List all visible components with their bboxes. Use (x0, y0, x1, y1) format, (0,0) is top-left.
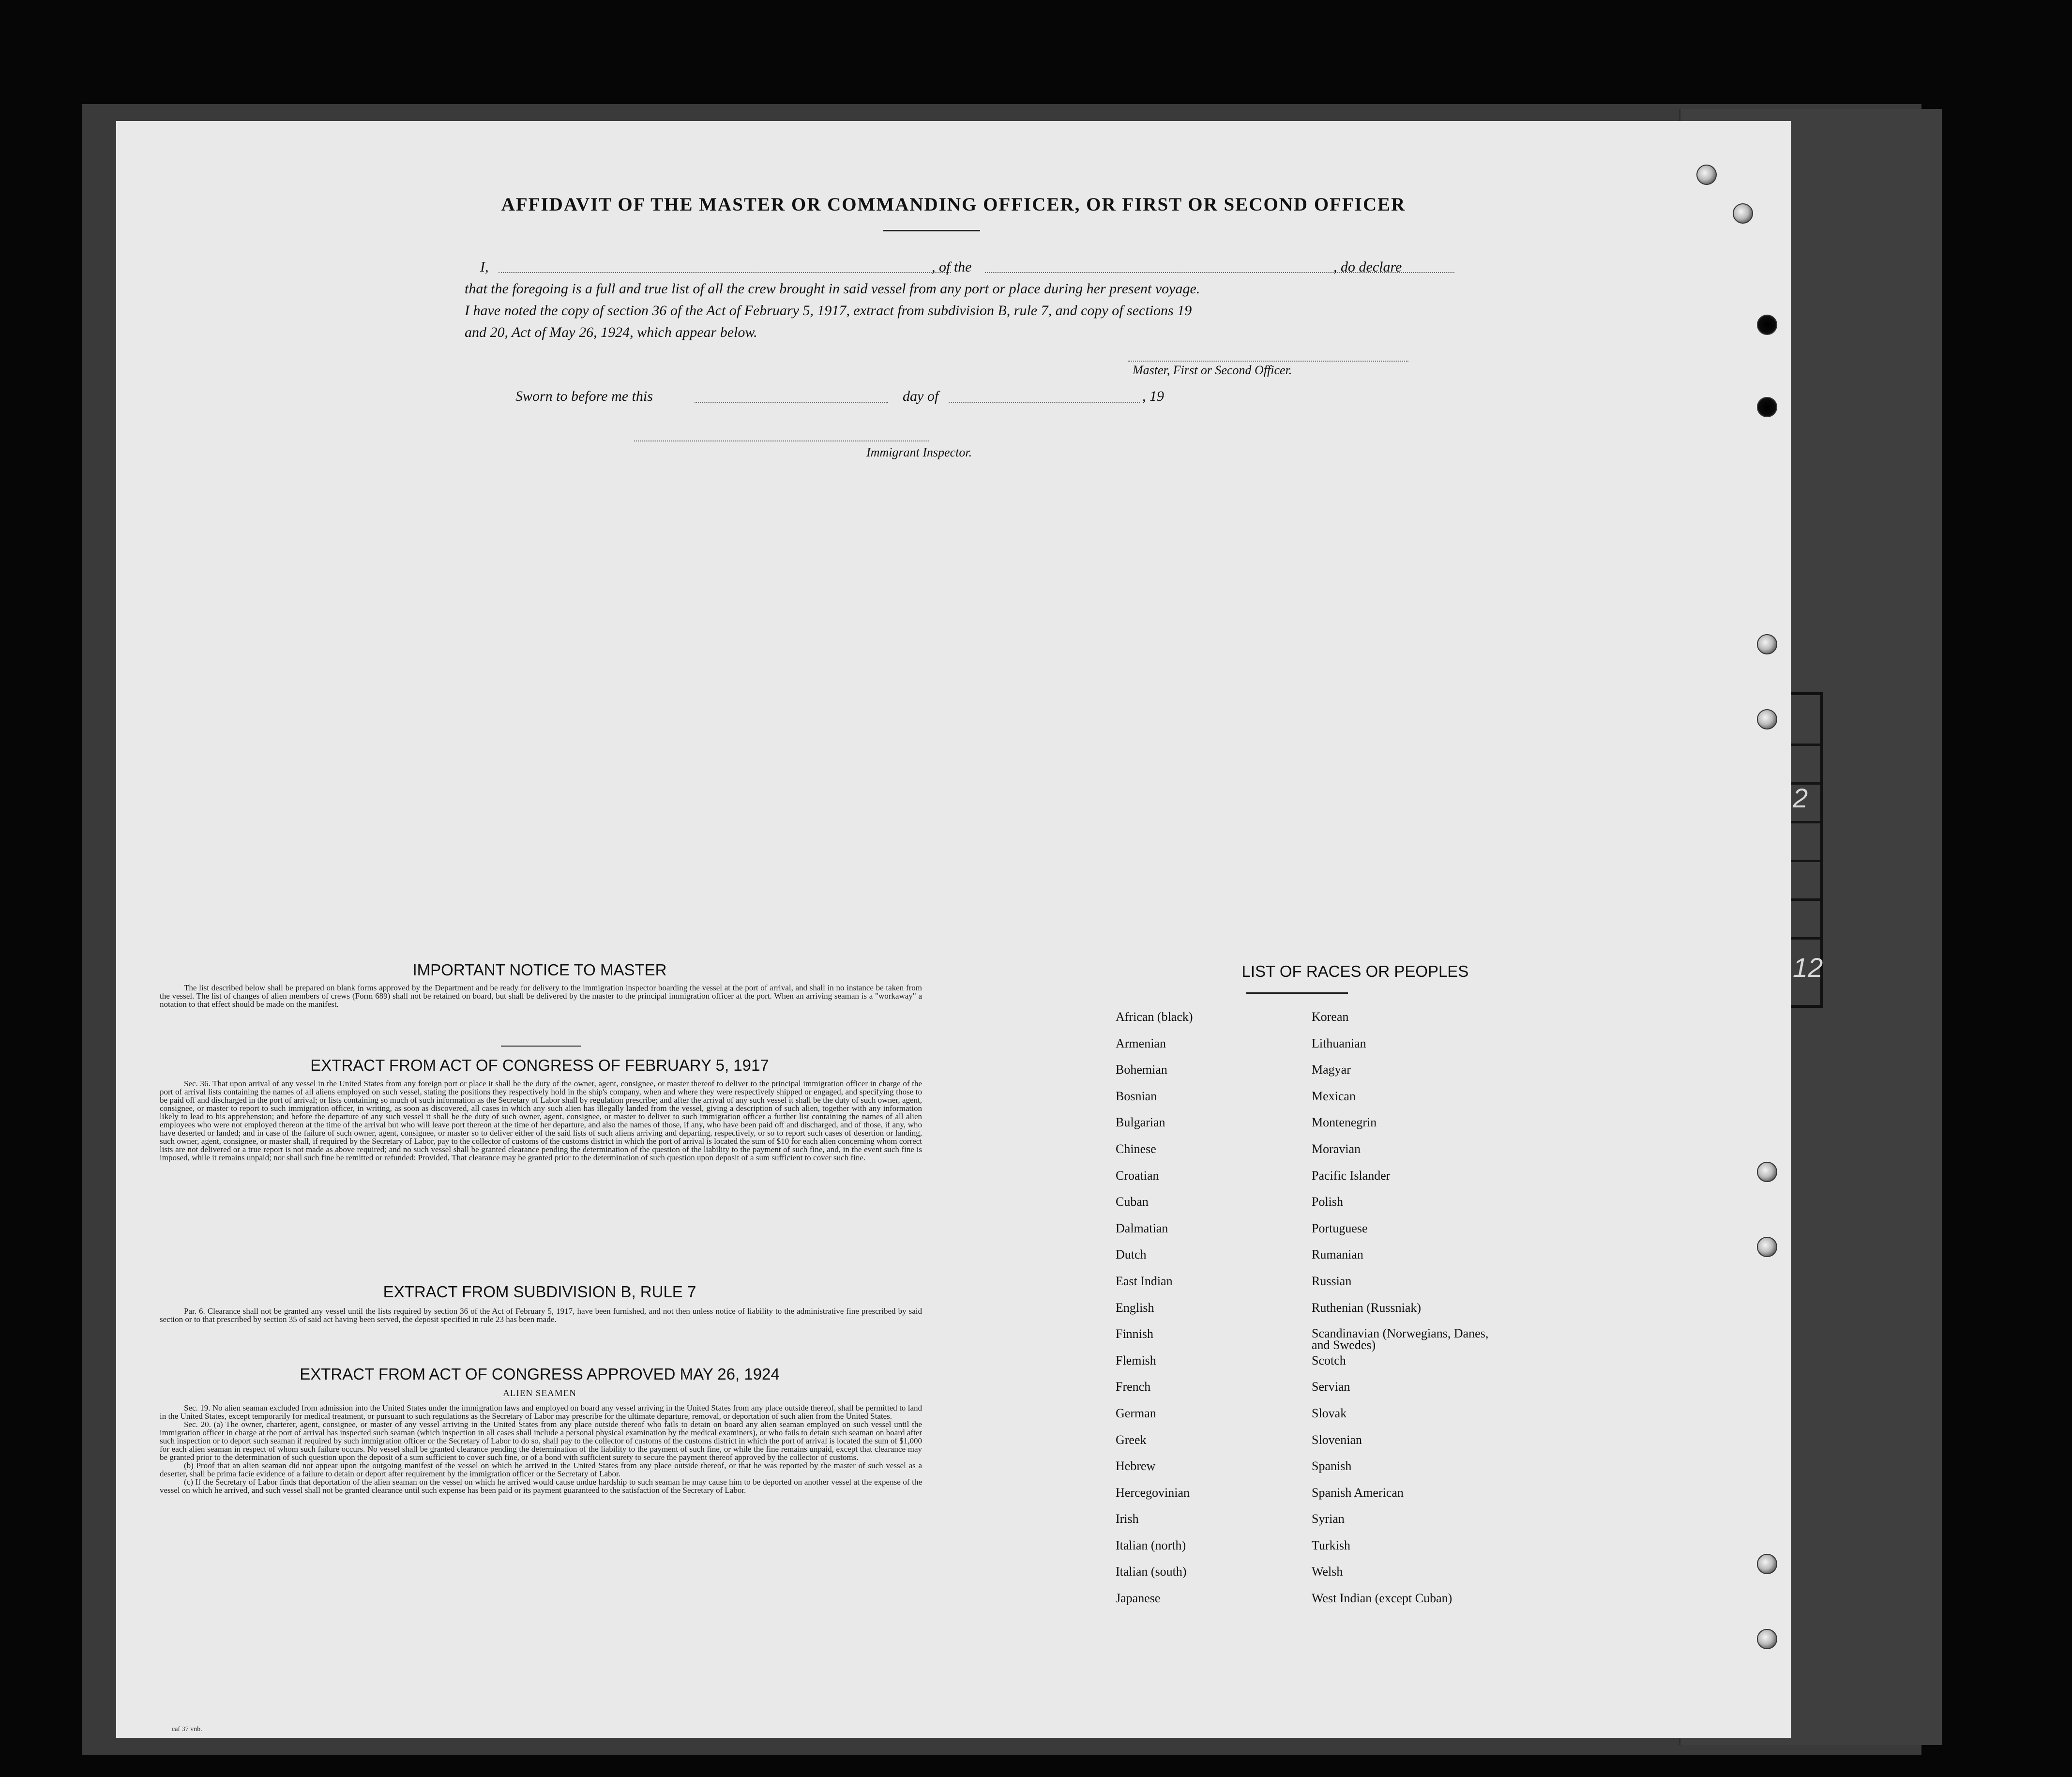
race-item: Bohemian (1116, 1063, 1167, 1077)
race-item: Syrian (1312, 1512, 1345, 1526)
race-item: Armenian (1116, 1036, 1166, 1050)
race-item: Dutch (1116, 1247, 1147, 1262)
notice-heading: IMPORTANT NOTICE TO MASTER (412, 961, 667, 979)
race-item: Servian (1312, 1380, 1350, 1394)
punch-hole-icon (1757, 1237, 1777, 1257)
race-item: East Indian (1116, 1274, 1173, 1288)
race-item: Rumanian (1312, 1247, 1363, 1262)
rule7-body (160, 1307, 922, 1323)
extract-1917-body (160, 1079, 922, 1162)
sec-19-text: Sec. 19. No alien seaman excluded from admission into the United States under the immigration laws and employed on board any vessel arriving in the United States from any place outside thereof, shall be permitted to land in the United States, except temporarily for medical treatment, or pursuant to such regulations as the Secretary of Labor may prescribe for the ultimate departure, removal, or deportation of such alien from the United States. (160, 1403, 922, 1421)
race-item: Pacific Islander (1312, 1168, 1391, 1183)
document-page (116, 121, 1791, 1738)
race-item: Chinese (1116, 1141, 1156, 1156)
race-item: Slovenian (1312, 1432, 1362, 1447)
notice-body (160, 984, 922, 1008)
affidavit-line-2: that the foregoing is a full and true list of all the crew brought in said vessel from any port or place during her present voyage. (465, 281, 1200, 297)
race-item: Irish (1116, 1512, 1139, 1526)
race-item: German (1116, 1406, 1156, 1420)
race-item: Korean (1312, 1010, 1349, 1024)
race-item: Finnish (1116, 1327, 1154, 1341)
punch-hole-icon (1757, 1629, 1777, 1649)
race-item: Italian (north) (1116, 1538, 1186, 1552)
alien-seamen-subheading: ALIEN SEAMEN (503, 1388, 576, 1398)
punch-hole-icon (1696, 165, 1717, 185)
title-underline (883, 230, 980, 231)
races-column-2 (1312, 1011, 1496, 1619)
race-item: Portuguese (1312, 1221, 1368, 1235)
punch-hole-icon (1757, 709, 1777, 729)
race-item: Japanese (1116, 1591, 1161, 1606)
section-divider (501, 1046, 581, 1047)
master-signature-line[interactable] (1128, 361, 1408, 362)
background-number: 12 (1793, 952, 1823, 983)
affidavit-line-4: and 20, Act of May 26, 1924, which appear below. (465, 324, 757, 340)
race-item: Lithuanian (1312, 1036, 1366, 1050)
races-heading: LIST OF RACES OR PEOPLES (1241, 962, 1469, 980)
punch-hole-icon (1757, 634, 1777, 654)
races-underline (1246, 992, 1348, 994)
extract-1924-heading: EXTRACT FROM ACT OF CONGRESS APPROVED MAY 26, 1924 (300, 1365, 780, 1383)
sec-20c-text: (c) If the Secretary of Labor finds that deportation of the alien seaman on the vessel on which he arrived would cause undue hardship to such seaman he may cause him to be deported on another vessel at the expense of the vessel on which he arrived, and such vessel shall not be granted clearance until such expense has been paid or its payment guaranteed to the satisfaction of the Secretary of Labor. (160, 1477, 922, 1495)
punch-hole-icon (1757, 397, 1777, 417)
race-item: Cuban (1116, 1195, 1149, 1209)
race-item: Turkish (1312, 1538, 1350, 1552)
race-item: Scandinavian (Norwegians, Danes, and Swedes) (1312, 1326, 1489, 1352)
affidavit-title: AFFIDAVIT OF THE MASTER OR COMMANDING OFFICER, OR FIRST OR SECOND OFFICER (501, 194, 1406, 215)
day-blank-field[interactable] (695, 402, 888, 403)
race-item: Montenegrin (1312, 1115, 1377, 1130)
sworn-label: Sworn to before me this (515, 388, 653, 404)
race-item: African (black) (1116, 1010, 1193, 1024)
background-number: 2 (1793, 783, 1808, 813)
race-item: Bulgarian (1116, 1115, 1165, 1130)
race-item: Hercegovinian (1116, 1485, 1190, 1500)
sec-20b-text: (b) Proof that an alien seaman did not appear upon the outgoing manifest of the vessel on which he arrived in the United States from any place outside thereof, or that he was reported by the master of such vessel as a deserter, shall be prima facie evidence of a failure to detain or deport after requirement by the immigration officer or the Secretary of Labor. (160, 1461, 922, 1478)
affidavit-declare-label: , do declare (1333, 259, 1402, 275)
background-sheet-table (1786, 692, 1823, 1008)
race-item: English (1116, 1300, 1154, 1315)
race-item: Moravian (1312, 1141, 1361, 1156)
punch-hole-icon (1757, 315, 1777, 335)
inspector-signature-line[interactable] (634, 440, 929, 441)
printer-mark: caf 37 vnb. (172, 1726, 202, 1733)
punch-hole-icon (1757, 1554, 1777, 1574)
extract-1917-text: Sec. 36. That upon arrival of any vessel in the United States from any foreign port or place it shall be the duty of the owner, agent, consignee, or master thereof to deliver to the principal immigration officer in charge of the port of arrival lists containing the names of all aliens employed on such vessel, stating the positions they respectively hold in the ship's company, when and where they were respectively shipped or engaged, and specifying those to be paid off and discharged in the port of arrival; or lists containing so much of such information as the Secretary of Labor shall by regulation prescribe; and after the arrival of any such vessel it shall be the duty of such owner, agent, consignee, or master to report to such immigration officer, in writing, as soon as discovered, all cases in which any such alien has illegally landed from the vessel, giving a description of such alien, together with any information likely to lead to his apprehension; and before the departure of any such vessel it shall be the duty of such owner, agent, consignee, or master to deliver to such immigration officer a further list containing the names of all alien employees who were not employed thereon at the time of the arrival but who will leave port thereon at the time of her departure, and also the names of those, if any, who have been paid off and discharged, and of those, if any, who have deserted or landed; and in case of the failure of such owner, agent, consignee, or master so to deliver either of the said lists of such aliens arriving and departing, respectively, or so to report such cases of desertion or landing, such owner, agent, consignee, or master shall, if required by the Secretary of Labor, pay to the collector of customs of the customs district in which the port of arrival is located the sum of $10 for each alien concerning whom correct lists are not delivered or a true report is not made as above required; and no such vessel shall be granted clearance pending the determination of the question of the liability to the payment of such fine, and, in the event such fine is imposed, while it remains unpaid; nor shall such fine be remitted or refunded: Provided, That clearance may be granted prior to the determination of such question upon deposit of a sum sufficient to cover such fine. (160, 1079, 922, 1162)
race-item: Magyar (1312, 1063, 1351, 1077)
race-item: Croatian (1116, 1168, 1159, 1183)
race-item: French (1116, 1380, 1151, 1394)
race-item: Ruthenian (Russniak) (1312, 1300, 1422, 1315)
extract-1924-body (160, 1404, 922, 1494)
rule7-heading: EXTRACT FROM SUBDIVISION B, RULE 7 (383, 1283, 696, 1301)
race-item: Italian (south) (1116, 1564, 1187, 1579)
rule7-text: Par. 6. Clearance shall not be granted any vessel until the lists required by section 36 of the Act of February 5, 1917, have been furnished, and not then unless notice of liability to the administrative fine prescribed by said section or to that prescribed by section 35 of said act having been served, the deposit specified in rule 23 has been made. (160, 1306, 922, 1324)
race-item: Scotch (1312, 1353, 1346, 1367)
race-item: Spanish American (1312, 1485, 1404, 1500)
race-item: Spanish (1312, 1459, 1352, 1473)
master-signature-label: Master, First or Second Officer. (1133, 363, 1292, 377)
race-item: Welsh (1312, 1564, 1343, 1579)
race-item: Russian (1312, 1274, 1352, 1288)
affidavit-i-label: I, (480, 259, 489, 275)
race-item: Mexican (1312, 1089, 1356, 1103)
race-item: Dalmatian (1116, 1221, 1168, 1235)
race-item: Bosnian (1116, 1089, 1157, 1103)
races-column-1 (1116, 1011, 1193, 1619)
race-item: Polish (1312, 1195, 1344, 1209)
year-label: , 19 (1142, 388, 1164, 404)
sec-20a-text: Sec. 20. (a) The owner, charterer, agent, consignee, or master of any vessel arriving in the United States from any place outside thereof who fails to detain on board any alien seaman employed on such vessel until the immigration officer in charge at the port of arrival has inspected such seaman (which inspection in all cases shall include a personal physical examination by the medical examiners), or who fails to detain such seaman on board after such inspection or to deport such seaman if required by such immigration officer or the Secretary of Labor to do so, shall pay to the collector of customs of the customs district in which the port of arrival is located the sum of $1,000 for each alien seaman in respect of whom such failure occurs. No vessel shall be granted clearance pending the determination of the liability to the payment of such fine, or while the fine remains unpaid, except that clearance may be granted prior to the determination of such question upon the deposit of a sum sufficient to cover such fine, or of a bond with sufficient surety to secure the payment thereof approved by the collector of customs. (160, 1420, 922, 1462)
race-item: Slovak (1312, 1406, 1347, 1420)
race-item: Greek (1116, 1432, 1147, 1447)
affidavit-of-the-label: , of the (932, 259, 972, 275)
month-blank-field[interactable] (949, 402, 1140, 403)
inspector-label: Immigrant Inspector. (866, 445, 972, 459)
name-blank-field[interactable] (499, 272, 951, 273)
notice-body-text: The list described below shall be prepared on blank forms approved by the Department and be ready for delivery to the immigration inspector boarding the vessel at the port of arrival, and shall in no instance be taken from the vessel. The list of changes of alien members of crews (Form 689) shall not be retained on board, but shall be delivered by the master to the principal immigration officer at the port. When an arriving seaman is a "workaway" a notation to that effect should be made on the manifest. (160, 983, 922, 1009)
extract-1917-heading: EXTRACT FROM ACT OF CONGRESS OF FEBRUARY 5, 1917 (310, 1056, 769, 1074)
race-item: Flemish (1116, 1353, 1156, 1367)
punch-hole-icon (1757, 1162, 1777, 1182)
affidavit-line-3: I have noted the copy of section 36 of the Act of February 5, 1917, extract from subdivision B, rule 7, and copy of sections 19 (465, 303, 1192, 319)
race-item: West Indian (except Cuban) (1312, 1591, 1452, 1606)
race-item: Hebrew (1116, 1459, 1156, 1473)
day-of-label: day of (903, 388, 939, 404)
